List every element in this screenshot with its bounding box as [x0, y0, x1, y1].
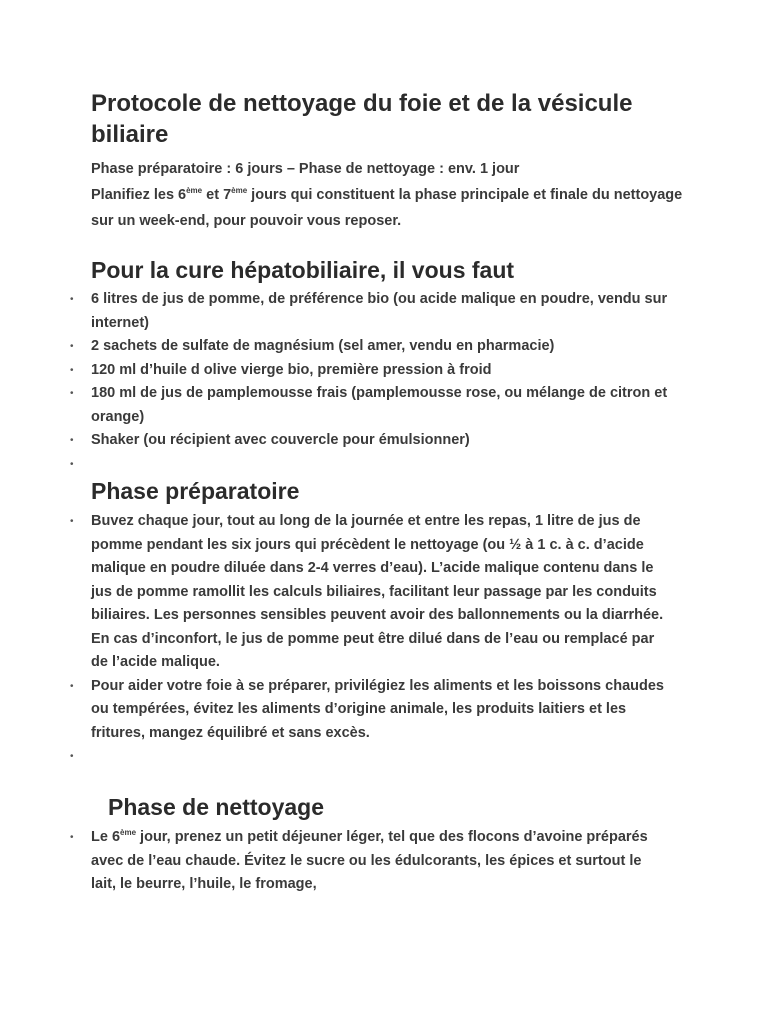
section-heading-ingredients: Pour la cure hépatobiliaire, il vous faut [91, 257, 515, 283]
intro-phases: Phase préparatoire : 6 jours – Phase de nettoyage : env. 1 jour [91, 161, 520, 177]
list-item [70, 382, 670, 429]
cleansing-list [70, 826, 670, 897]
document-title: Protocole de nettoyage du foie et de la vésicule biliaire [91, 90, 633, 148]
list-item [70, 288, 670, 335]
list-item-text: 180 ml de jus de pamplemousse frais (pamplemousse rose, ou mélange de citron et orange) [91, 385, 668, 425]
list-item [70, 675, 670, 746]
bullet-icon: • [70, 294, 74, 305]
preparation-list [70, 510, 670, 769]
intro [91, 156, 691, 234]
list-item-text: Shaker (ou récipient avec couvercle pour émulsionner) [91, 432, 470, 448]
list-item-text: 120 ml d’huile d olive vierge bio, première pression à froid [91, 361, 492, 378]
bullet-icon: • [70, 364, 74, 376]
list-item-text: Pour aider votre foie à se préparer, privilégiez les aliments et les boissons chaudes ou tempérées, évitez les aliments d’origine animale, les produits laitiers et les fritures, mangez équilibré et sans excès. [91, 677, 664, 741]
ordinal-superscript: ème [186, 186, 203, 195]
list-item [70, 359, 670, 383]
empty-list-item [70, 745, 670, 769]
list-item [70, 335, 670, 359]
section-heading-cleansing: Phase de nettoyage [108, 794, 325, 820]
bullet-icon: • [70, 751, 74, 762]
list-item-text: Buvez chaque jour, tout au long de la journée et entre les repas, 1 litre de jus de pomme pendant les six jours qui précèdent le nettoyage (ou ½ à 1 c. à c. d’acide malique en poudre diluée dans 2-4 verres d’eau). L’acide malique contenu dans le jus de pomme ramollit les calculs biliaires, facilitant leur passage par les conduits biliaires. Les personnes sensibles peuvent avoir des ballonnements ou la diarrhée. En cas d’inconfort, le jus de pomme peut être dilué dans de l’eau ou remplacé par de l’acide malique. [91, 513, 664, 670]
bullet-icon: • [70, 388, 74, 399]
bullet-icon: • [70, 435, 74, 446]
section-heading-preparation: Phase préparatoire [91, 478, 300, 504]
intro-text: et 7 [202, 187, 232, 203]
intro-text: Planifiez les 6 [91, 187, 187, 203]
ingredients-list [70, 288, 670, 476]
bullet-icon: • [70, 832, 74, 843]
list-item [70, 510, 670, 675]
bullet-icon: • [70, 458, 74, 470]
list-item-text: 6 litres de jus de pomme, de préférence bio (ou acide malique en poudre, vendu sur internet) [91, 291, 668, 331]
intro-text: jours qui constituent la phase principale et finale du nettoyage sur un week-end, pour pouvoir vous reposer. [91, 187, 683, 229]
list-item-text: 2 sachets de sulfate de magnésium (sel amer, vendu en pharmacie) [91, 338, 555, 354]
intro-planning [91, 182, 691, 234]
bullet-icon: • [70, 341, 74, 352]
bullet-icon: • [70, 680, 74, 692]
ordinal-superscript: ème [120, 828, 137, 837]
list-item [70, 429, 670, 453]
ordinal-superscript: ème [231, 186, 248, 195]
empty-list-item [70, 453, 670, 477]
list-item [70, 826, 670, 897]
list-item-text: jour, prenez un petit déjeuner léger, tel que des flocons d’avoine préparés avec de l’eau chaude. Évitez le sucre ou les édulcorants, les épices et surtout le lait, le beurre, l’huile, le fromage, [91, 829, 648, 892]
list-item-text: Le 6 [91, 829, 121, 845]
bullet-icon: • [70, 516, 74, 527]
